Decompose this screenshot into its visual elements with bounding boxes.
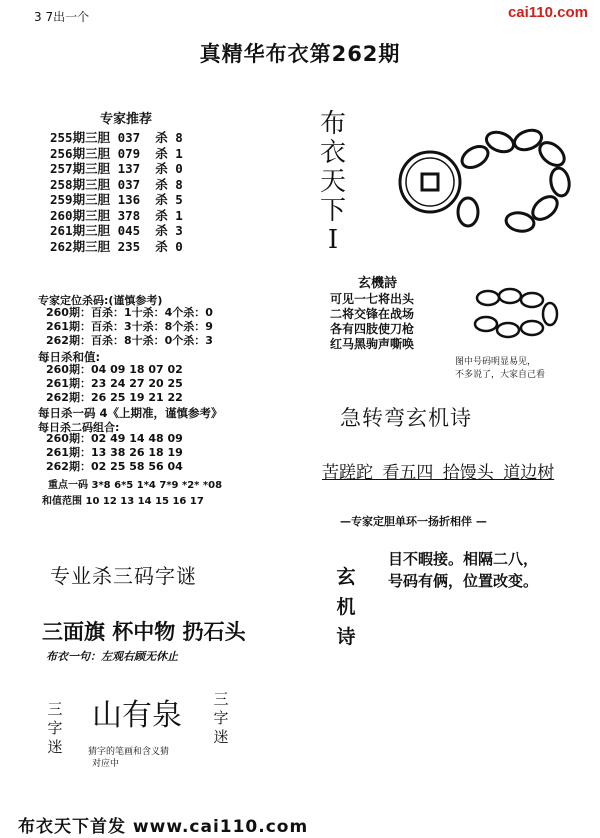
dingwei-row: 261期：百杀：3十杀：8个杀：9 (46, 320, 213, 333)
riddle-hint: 布衣一句：左观右顾无休止 (46, 650, 178, 663)
chain-link (521, 293, 543, 307)
dingwei-title: 专家定位杀码:(谨慎参考) (38, 294, 163, 307)
expert-row: 261期三胆 045 杀 3 (50, 223, 183, 238)
riddle-line: 三面旗 杯中物 扔石头 (42, 620, 246, 644)
expert-row: 255期三胆 037 杀 8 (50, 130, 183, 145)
poem-line: 可见一七将出头 (330, 292, 415, 306)
single-kill-title: 每日杀一码 4《上期准，谨慎参考》 (38, 406, 223, 420)
erma-row: 262期：02 25 58 56 04 (46, 460, 183, 473)
picture-note-line: 图中号码明显易见， (455, 357, 537, 367)
chain-link (543, 303, 557, 325)
picture-note-line: 不多说了，大家自己看 (455, 370, 546, 380)
page-title: 真精华布衣第262期 (199, 42, 401, 66)
erma-row: 260期：02 49 14 48 09 (46, 432, 183, 445)
chain-link (549, 167, 572, 198)
picture-note (455, 356, 545, 382)
sum-range-row: 和值范围 10 12 13 14 15 16 17 (42, 496, 204, 507)
expert-row: 258期三胆 037 杀 8 (50, 176, 183, 192)
jizhuanwan-title: 急转弯玄机诗 (340, 406, 472, 430)
sanzimi-left: 三字迷 (47, 700, 63, 756)
sanzimi-note: 对应中 (92, 759, 120, 769)
expert-list (50, 130, 183, 254)
expert-row: 262期三胆 235 杀 0 (50, 238, 183, 254)
chain-link (458, 142, 491, 172)
sanzimi-note: 猜字的笔画和含义猜 (88, 747, 170, 757)
expert-section-title: 专家推荐 (100, 112, 153, 127)
hezhi-row: 261期：23 24 27 20 25 (46, 377, 183, 390)
coin-hole (422, 174, 438, 190)
xuanji-vertical: 玄机诗 (336, 566, 356, 648)
chain-link (521, 321, 543, 335)
chain-link (475, 317, 497, 331)
expert-banner: —专家定胆单环一扬折相伴 — (340, 515, 487, 528)
buyitianxia-vertical: 布衣天下I (319, 109, 346, 255)
hezhi-row: 260期：04 09 18 07 02 (46, 363, 183, 376)
chain-link (499, 289, 521, 303)
hezhi-list (46, 363, 183, 405)
site-logo[interactable]: cai110.com (507, 4, 588, 21)
poem-line: 红马黑驹声嘶唤 (330, 337, 415, 351)
hezhi-title: 每日杀和值: (38, 350, 101, 364)
expert-row: 259期三胆 136 杀 5 (50, 192, 183, 207)
xuanji-title: 玄機詩 (358, 276, 398, 291)
dingwei-list (46, 306, 213, 348)
expert-row: 256期三胆 079 杀 1 (50, 145, 183, 161)
poem-line: 目不暇接。相隔二八， (388, 550, 539, 568)
dingwei-row: 260期：百杀：1十杀：4个杀：0 (46, 306, 213, 319)
jizhuanwan-line: 苦蹉跎 看五四 拾馒头 道边树 (322, 463, 555, 483)
coin-chain-illustration (380, 112, 600, 247)
chain-link (505, 211, 536, 234)
xuanji-poem (330, 292, 414, 352)
expert-row: 257期三胆 137 杀 0 (50, 161, 183, 176)
chain-link (477, 291, 499, 305)
riddle-title: 专业杀三码字谜 (50, 564, 197, 588)
sanzimi-right: 三字迷 (213, 690, 229, 746)
poem-line: 号码有俩，位置改变。 (388, 572, 539, 590)
erma-list (46, 432, 183, 474)
erma-title: 每日杀二码组合: (38, 421, 120, 434)
coin-ring (400, 152, 460, 212)
poem-line: 二将交锋在战场 (330, 307, 415, 321)
top-note: 3 7出一个 (34, 10, 90, 24)
key-code-row: 重点一码 3*8 6*5 1*4 7*9 *2* *08 (48, 480, 223, 491)
expert-row: 260期三胆 378 杀 1 (50, 207, 183, 223)
sanzimi-center: 山有泉 (92, 698, 182, 733)
footer-source: 布衣天下首发 www.cai110.com (18, 817, 309, 837)
hezhi-row: 262期：26 25 19 21 22 (46, 391, 183, 404)
small-chain-illustration (470, 280, 580, 350)
dingwei-row: 262期：百杀：8十杀：0个杀：3 (46, 334, 213, 347)
xuanji-poem-bottom (388, 548, 538, 592)
chain-link (458, 198, 478, 226)
chain-link (497, 323, 519, 337)
coin-inner-ring (406, 158, 454, 206)
erma-row: 261期：13 38 26 18 19 (46, 446, 183, 459)
poem-line: 各有四肢使刀枪 (330, 322, 415, 336)
